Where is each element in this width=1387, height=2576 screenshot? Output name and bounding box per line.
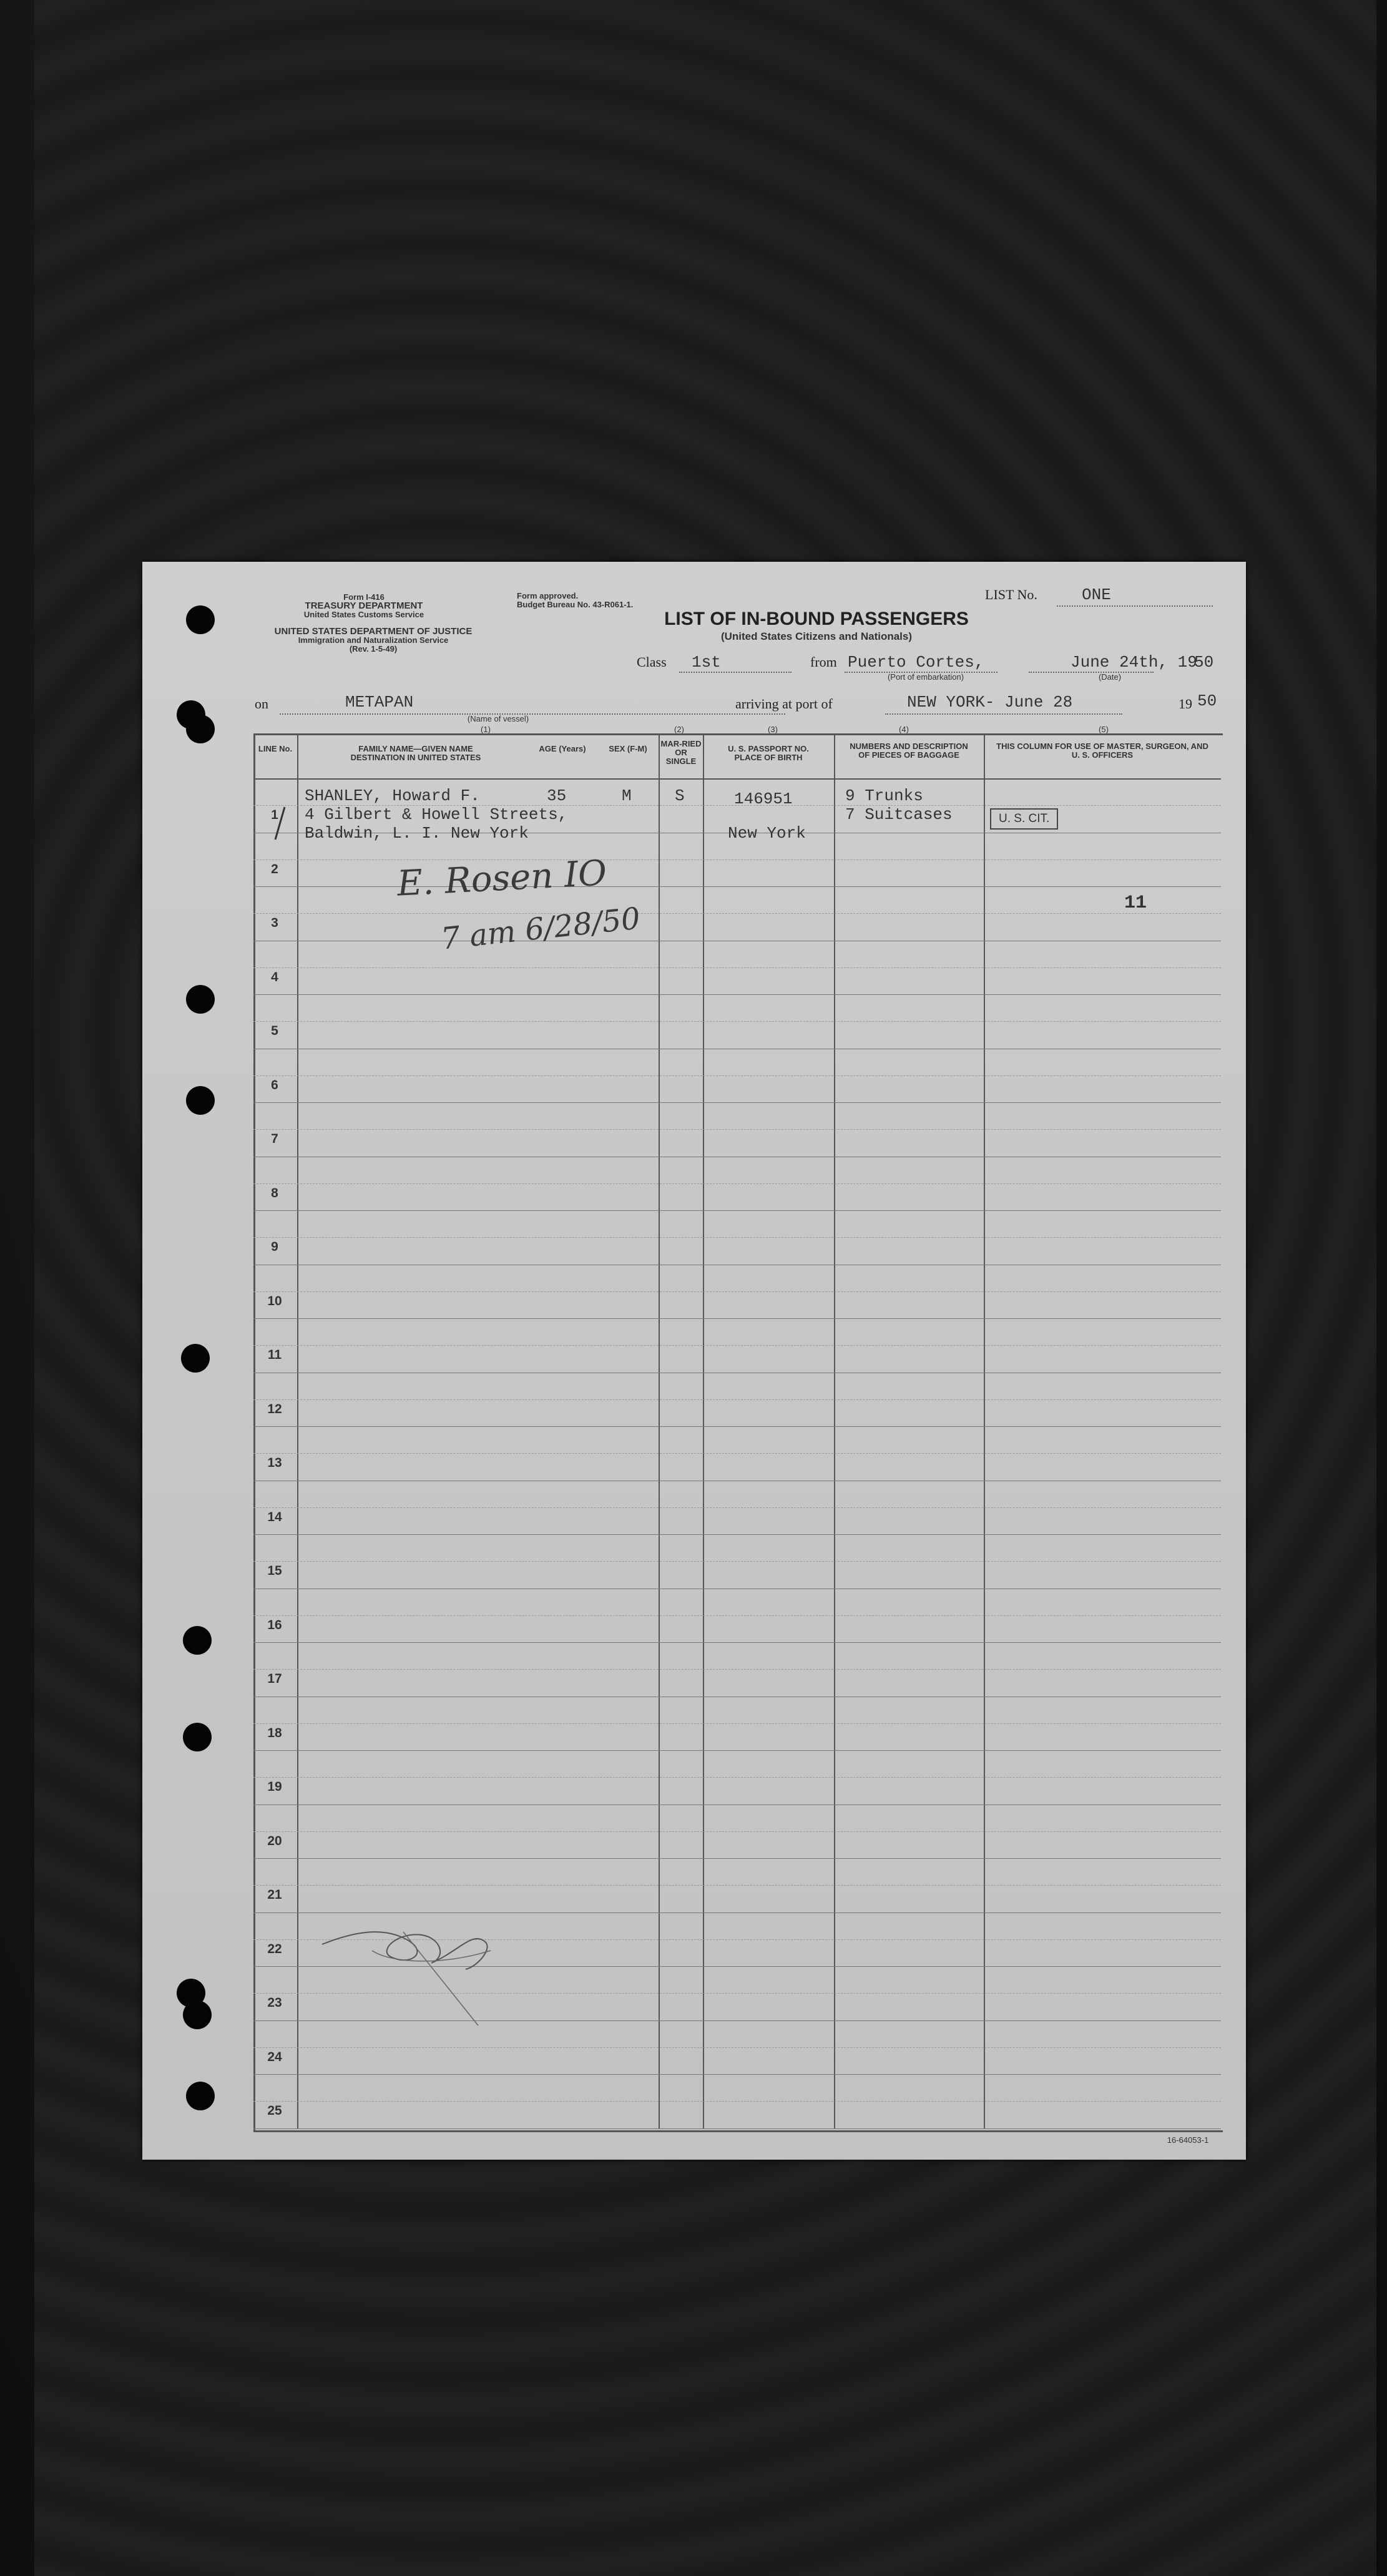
row-midline <box>253 913 1221 914</box>
arrival-year: 50 <box>1197 692 1217 710</box>
row-midline <box>253 1345 1221 1346</box>
form-approved: Form approved. <box>517 591 579 600</box>
row-divider <box>253 994 1221 995</box>
row-midline <box>253 1561 1221 1562</box>
arrival-line <box>885 713 1122 715</box>
row-divider <box>253 1210 1221 1211</box>
count-mark: 11 <box>1124 893 1147 914</box>
from-value: Puerto Cortes, <box>848 653 984 672</box>
header-divider <box>253 778 1221 780</box>
list-no-label: LIST No. <box>985 587 1037 602</box>
header-line-no: LINE No. <box>258 744 293 753</box>
passport-number: 146951 <box>734 790 793 808</box>
form-revision: (Rev. 1-5-49) <box>349 644 398 654</box>
passenger-manifest-page <box>142 562 1246 2160</box>
ins-service: Immigration and Naturalization Service <box>298 635 449 645</box>
line-number: 12 <box>267 1401 282 1416</box>
line-number: 2 <box>271 861 278 876</box>
col-divider <box>984 733 985 2128</box>
date-value: June 24th, 19 <box>1071 653 1197 672</box>
row-midline <box>253 1507 1221 1508</box>
punch-hole <box>183 1723 212 1751</box>
approval-block <box>517 592 704 609</box>
footer-code: 16-64053-1 <box>1167 2135 1209 2145</box>
justice-dept: UNITED STATES DEPARTMENT OF JUSTICE <box>274 626 473 637</box>
class-line <box>679 672 792 673</box>
row-midline <box>253 859 1221 860</box>
row-midline <box>253 1399 1221 1400</box>
col-divider <box>659 733 660 2128</box>
row-divider <box>253 1534 1221 1535</box>
passenger-marital: S <box>675 786 685 805</box>
line-number: 18 <box>267 1725 282 1740</box>
customs-service: United States Customs Service <box>303 610 424 619</box>
passenger-name: SHANLEY, Howard F. <box>305 786 480 805</box>
row-midline <box>253 2101 1221 2102</box>
line-number: 3 <box>271 916 278 931</box>
place-of-birth: New York <box>728 824 806 843</box>
line-number: 5 <box>271 1024 278 1039</box>
col-divider <box>703 733 704 2128</box>
row-divider <box>253 1858 1221 1859</box>
line-number: 15 <box>267 1564 282 1579</box>
vessel-value: METAPAN <box>345 693 414 712</box>
punch-hole <box>183 2001 212 2029</box>
header-name: FAMILY NAME—GIVEN NAME DESTINATION IN UNITED STATES <box>350 744 481 762</box>
line-number: 7 <box>271 1132 278 1147</box>
on-label: on <box>255 696 268 712</box>
check-mark-icon <box>253 802 297 846</box>
punch-hole <box>181 1344 210 1373</box>
punch-hole <box>183 1626 212 1655</box>
line-number: 23 <box>267 1996 282 2010</box>
passenger-address-2: Baldwin, L. I. New York <box>305 824 529 843</box>
arriving-label: arriving at port of <box>735 696 833 712</box>
class-value: 1st <box>692 653 721 672</box>
punch-hole <box>186 985 215 1014</box>
row-midline <box>253 1075 1221 1076</box>
header-age: AGE (Years) <box>539 744 586 753</box>
arrival-port-value: NEW YORK- June 28 <box>907 693 1073 712</box>
arrival-year-prefix: 19 <box>1179 696 1192 712</box>
row-midline <box>253 967 1221 968</box>
punch-hole <box>186 605 215 634</box>
passenger-sex: M <box>622 786 632 805</box>
vessel-caption: (Name of vessel) <box>467 714 529 723</box>
passenger-age: 35 <box>547 786 567 805</box>
col-divider <box>834 733 835 2128</box>
row-midline <box>253 1669 1221 1670</box>
inspection-time: 7 am 6/28/50 <box>439 901 642 957</box>
justice-block <box>248 627 498 654</box>
list-no-value: ONE <box>1082 585 1111 604</box>
row-midline <box>253 1615 1221 1616</box>
treasury-dept: TREASURY DEPARTMENT <box>305 600 423 611</box>
line-number: 25 <box>267 2103 282 2118</box>
list-no-line <box>1057 605 1213 607</box>
officer-initials: E. Rosen IO <box>396 853 608 904</box>
line-number: 20 <box>267 1833 282 1848</box>
row-midline <box>253 1129 1221 1130</box>
row-divider <box>253 1642 1221 1643</box>
col-num-1: (1) <box>481 725 491 734</box>
line-number: 17 <box>267 1672 282 1687</box>
row-divider <box>253 1318 1221 1319</box>
row-divider <box>253 1102 1221 1103</box>
col-num-3: (3) <box>768 725 778 734</box>
line-number: 1 <box>271 808 278 823</box>
budget-bureau: Budget Bureau No. 43-R061-1. <box>517 600 634 609</box>
signature-scribble <box>316 1907 516 2032</box>
row-divider <box>253 1426 1221 1427</box>
class-label: Class <box>637 654 667 670</box>
date-caption: (Date) <box>1098 672 1122 682</box>
row-midline <box>253 1723 1221 1724</box>
line-number: 11 <box>267 1348 282 1363</box>
row-midline <box>253 2047 1221 2048</box>
row-midline <box>253 1777 1221 1778</box>
row-midline <box>253 1885 1221 1886</box>
punch-hole <box>186 715 215 743</box>
from-label: from <box>810 654 837 670</box>
line-number: 4 <box>271 969 278 984</box>
row-midline <box>253 1291 1221 1292</box>
form-id-block <box>267 593 461 619</box>
line-number: 9 <box>271 1240 278 1255</box>
line-number: 21 <box>267 1888 282 1903</box>
line-number: 10 <box>267 1293 282 1308</box>
line-number: 14 <box>267 1509 282 1524</box>
row-midline <box>253 1021 1221 1022</box>
line-number: 16 <box>267 1617 282 1632</box>
header-baggage: NUMBERS AND DESCRIPTION OF PIECES OF BAGGAGE <box>850 742 968 760</box>
line-number: 24 <box>267 2049 282 2064</box>
header-sex: SEX (F-M) <box>609 744 647 753</box>
header-officers: THIS COLUMN FOR USE OF MASTER, SURGEON, AND U. S. OFFICERS <box>996 742 1208 760</box>
line-number: 22 <box>267 1941 282 1956</box>
us-citizen-stamp: U. S. CIT. <box>990 808 1058 830</box>
row-midline <box>253 1831 1221 1832</box>
punch-hole <box>186 1086 215 1115</box>
row-divider <box>253 1750 1221 1751</box>
port-embark-caption: (Port of embarkation) <box>887 672 964 682</box>
date-year: 50 <box>1194 653 1214 672</box>
col-num-5: (5) <box>1099 725 1109 734</box>
row-midline <box>253 1183 1221 1184</box>
punch-hole <box>186 2082 215 2110</box>
col-num-2: (2) <box>674 725 684 734</box>
baggage-line-1: 9 Trunks <box>845 786 923 805</box>
passenger-address-1: 4 Gilbert & Howell Streets, <box>305 805 568 824</box>
manifest-title: LIST OF IN-BOUND PASSENGERS <box>664 609 969 629</box>
col-num-4: (4) <box>899 725 909 734</box>
manifest-subtitle: (United States Citizens and Nationals) <box>720 630 913 642</box>
line-number: 6 <box>271 1077 278 1092</box>
line-number: 13 <box>267 1456 282 1471</box>
row-divider <box>253 2128 1221 2129</box>
header-marital: MAR-RIED OR SINGLE <box>660 739 702 766</box>
row-midline <box>253 1237 1221 1238</box>
form-id: Form I-416 <box>343 592 385 602</box>
passenger-table <box>253 733 1365 2128</box>
header-passport: U. S. PASSPORT NO. PLACE OF BIRTH <box>728 744 809 762</box>
row-midline <box>253 1453 1221 1454</box>
col-divider <box>297 733 298 2128</box>
baggage-line-2: 7 Suitcases <box>845 805 953 824</box>
line-number: 8 <box>271 1185 278 1200</box>
row-divider <box>253 2074 1221 2075</box>
line-number: 19 <box>267 1780 282 1795</box>
